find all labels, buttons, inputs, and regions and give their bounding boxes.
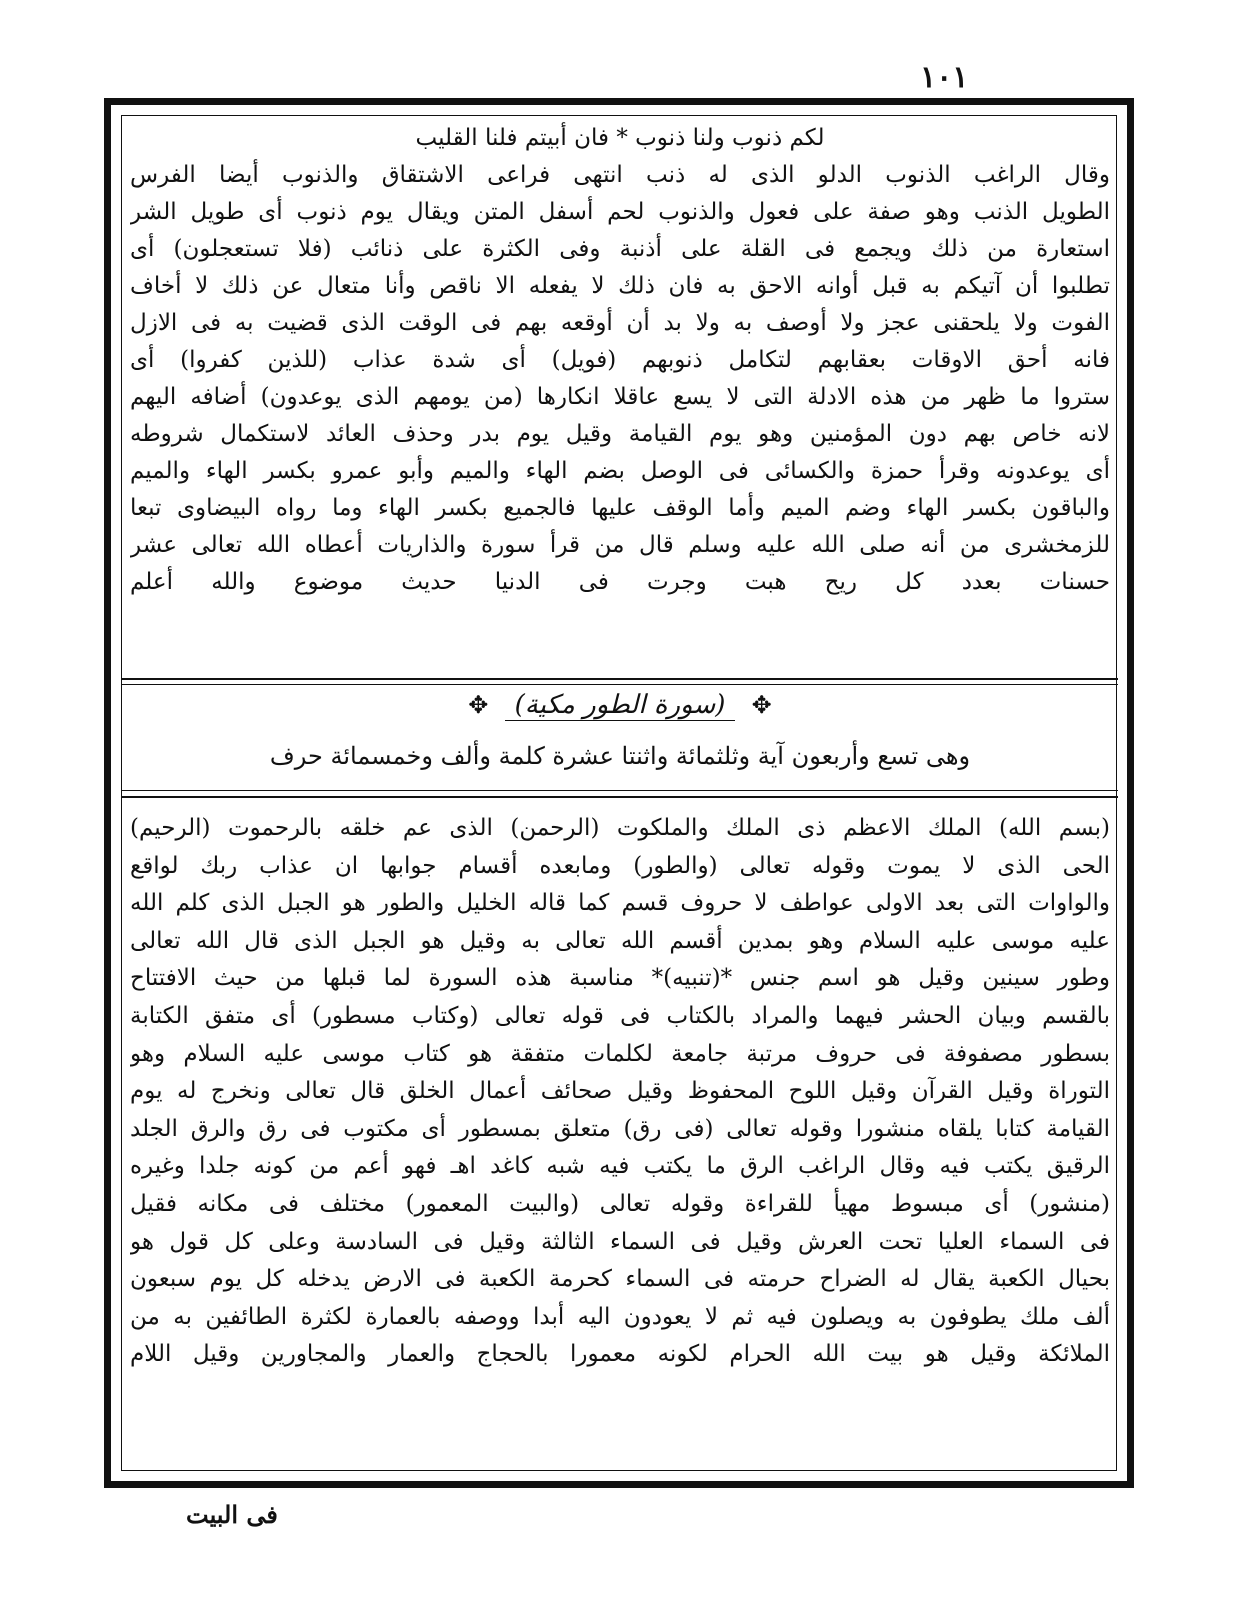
text-line: حسنات بعدد كل ريح هبت وجرت فى الدنيا حديث موضوع والله أعلم xyxy=(130,569,1110,595)
text-line: لانه خاص بهم دون المؤمنين وهو يوم القيامة وقيل يوم بدر وحذف العائد لاستكمال شروطه xyxy=(130,421,1110,447)
section-divider-thin xyxy=(122,684,1118,685)
surah-count-line: وهى تسع وأربعون آية وثلثمائة واثنتا عشرة كلمة وألف وخمسمائة حرف xyxy=(269,742,971,770)
text-line: الملائكة وقيل هو بيت الله الحرام لكونه معمورا بالحجاج والعمار والمجاورين وقيل اللام xyxy=(130,1341,1110,1368)
text-line: الحى الذى لا يموت وقوله تعالى (والطور) ومابعده أقسام جوابها ان عذاب ربك لواقع xyxy=(130,852,1110,879)
text-line: الرقيق يكتب فيه وقال الراغب الرق ما يكتب فيه شبه كاغد اهـ فهو أعم من كونه جلدا وغيره xyxy=(130,1153,1110,1180)
catchword: فى البيت xyxy=(186,1500,278,1529)
section-divider-thin xyxy=(122,790,1118,791)
text-line: والباقون بكسر الهاء وضم الميم وأما الوقف عليها فالجميع بكسر الهاء وما رواه البيضاوى تبعا xyxy=(130,495,1110,521)
section-divider-thick xyxy=(122,796,1118,798)
ornament-icon: ✥ xyxy=(751,691,772,719)
commentary-top-section xyxy=(130,120,1110,601)
text-line: بحيال الكعبة يقال له الضراح حرمته فى السماء كحرمة الكعبة فى الارض يدخله كل يوم سبعون xyxy=(130,1266,1110,1293)
text-line: ألف ملك يطوفون به ويصلون فيه ثم لا يعودون اليه أبدا ووصفه بالعمارة لكثرة الطائفين به من xyxy=(130,1303,1110,1330)
text-line: بالقسم وبيان الحشر فيهما والمراد بالكتاب فى قوله تعالى (وكتاب مسطور) أى متفق الكتابة xyxy=(130,1002,1110,1029)
surah-title-row xyxy=(130,690,1110,720)
section-divider-thick xyxy=(122,678,1118,680)
page-number: ١٠١ xyxy=(920,60,969,95)
text-line: التوراة وقيل القرآن وقيل اللوح المحفوظ وقيل صحائف أعمال الخلق قال تعالى ونخرج له يوم xyxy=(130,1078,1110,1105)
text-line: الطويل الذنب وهو صفة على فعول والذنوب لحم أسفل المتن ويقال يوم ذنوب أى طويل الشر xyxy=(130,199,1110,225)
text-line: فانه أحق الاوقات بعقابهم لتكامل ذنوبهم (فويل) أى شدة عذاب (للذين كفروا) أى xyxy=(130,347,1110,373)
text-line: وقال الراغب الذنوب الدلو الذى له ذنب انتهى فراعى الاشتقاق والذنوب أيضا الفرس xyxy=(130,162,1110,188)
text-line: (بسم الله) الملك الاعظم ذى الملك والملكوت (الرحمن) الذى عم خلقه بالرحموت (الرحيم) xyxy=(130,815,1110,841)
ornament-icon: ✥ xyxy=(468,691,489,719)
text-line: أى يوعدونه وقرأ حمزة والكسائى فى الوصل بضم الهاء والميم وأبو عمرو بكسر الهاء والميم xyxy=(130,458,1110,484)
verse-line: لكم ذنوب ولنا ذنوب * فان أبيتم فلنا القليب xyxy=(415,125,825,151)
text-line: استعارة من ذلك ويجمع فى القلة على أذنبة وفى الكثرة على ذنائب (فلا تستعجلون) أى xyxy=(130,236,1110,262)
text-line: فى السماء العليا تحت العرش وقيل فى السماء الثالثة وقيل فى السادسة وعلى كل قول هو xyxy=(130,1228,1110,1255)
text-line: عليه موسى عليه السلام وهو بمدين أقسم الله تعالى به وقيل هو الجبل الذى قال الله تعالى xyxy=(130,927,1110,954)
text-line: (منشور) أى مبسوط مهيأ للقراءة وقوله تعالى (والبيت المعمور) مختلف فى مكانه فقيل xyxy=(130,1190,1110,1217)
text-line: والواوات التى بعد الاولى عواطف لا حروف قسم كما قاله الخليل والطور هو الجبل الذى كلم الله xyxy=(130,890,1110,917)
text-line: الفوت ولا يلحقنى عجز ولا أوصف به ولا بد أن أوقعه بهم فى الوقت الذى قضيت به فى الازل xyxy=(130,310,1110,336)
text-line: تطلبوا أن آتيكم به قبل أوانه الاحق به فان ذلك لا يفعله الا ناقص وأنا متعال عن ذلك لا أخاف xyxy=(130,273,1110,299)
surah-title: (سورة الطور مكية) xyxy=(505,690,736,721)
commentary-bottom-section xyxy=(130,810,1110,1374)
text-line: وطور سينين وقيل هو اسم جنس *(تنبيه)* مناسبة هذه السورة لما قبلها من حيث الافتتاح xyxy=(130,965,1110,992)
text-line: ستروا ما ظهر من هذه الادلة التى لا يسع عاقلا انكارها (من يومهم الذى يوعدون) أضافه اليهم xyxy=(130,384,1110,410)
text-line: بسطور مصفوفة فى حروف مرتبة جامعة لكلمات متفقة هو كتاب موسى عليه السلام وهو xyxy=(130,1040,1110,1067)
text-line: القيامة كتابا يلقاه منشورا وقوله تعالى (فى رق) متعلق بمسطور أى مكتوب فى رق والرق الجلد xyxy=(130,1115,1110,1142)
text-line: للزمخشرى من أنه صلى الله عليه وسلم قال من قرأ سورة والذاريات أعطاه الله تعالى عشر xyxy=(130,532,1110,558)
